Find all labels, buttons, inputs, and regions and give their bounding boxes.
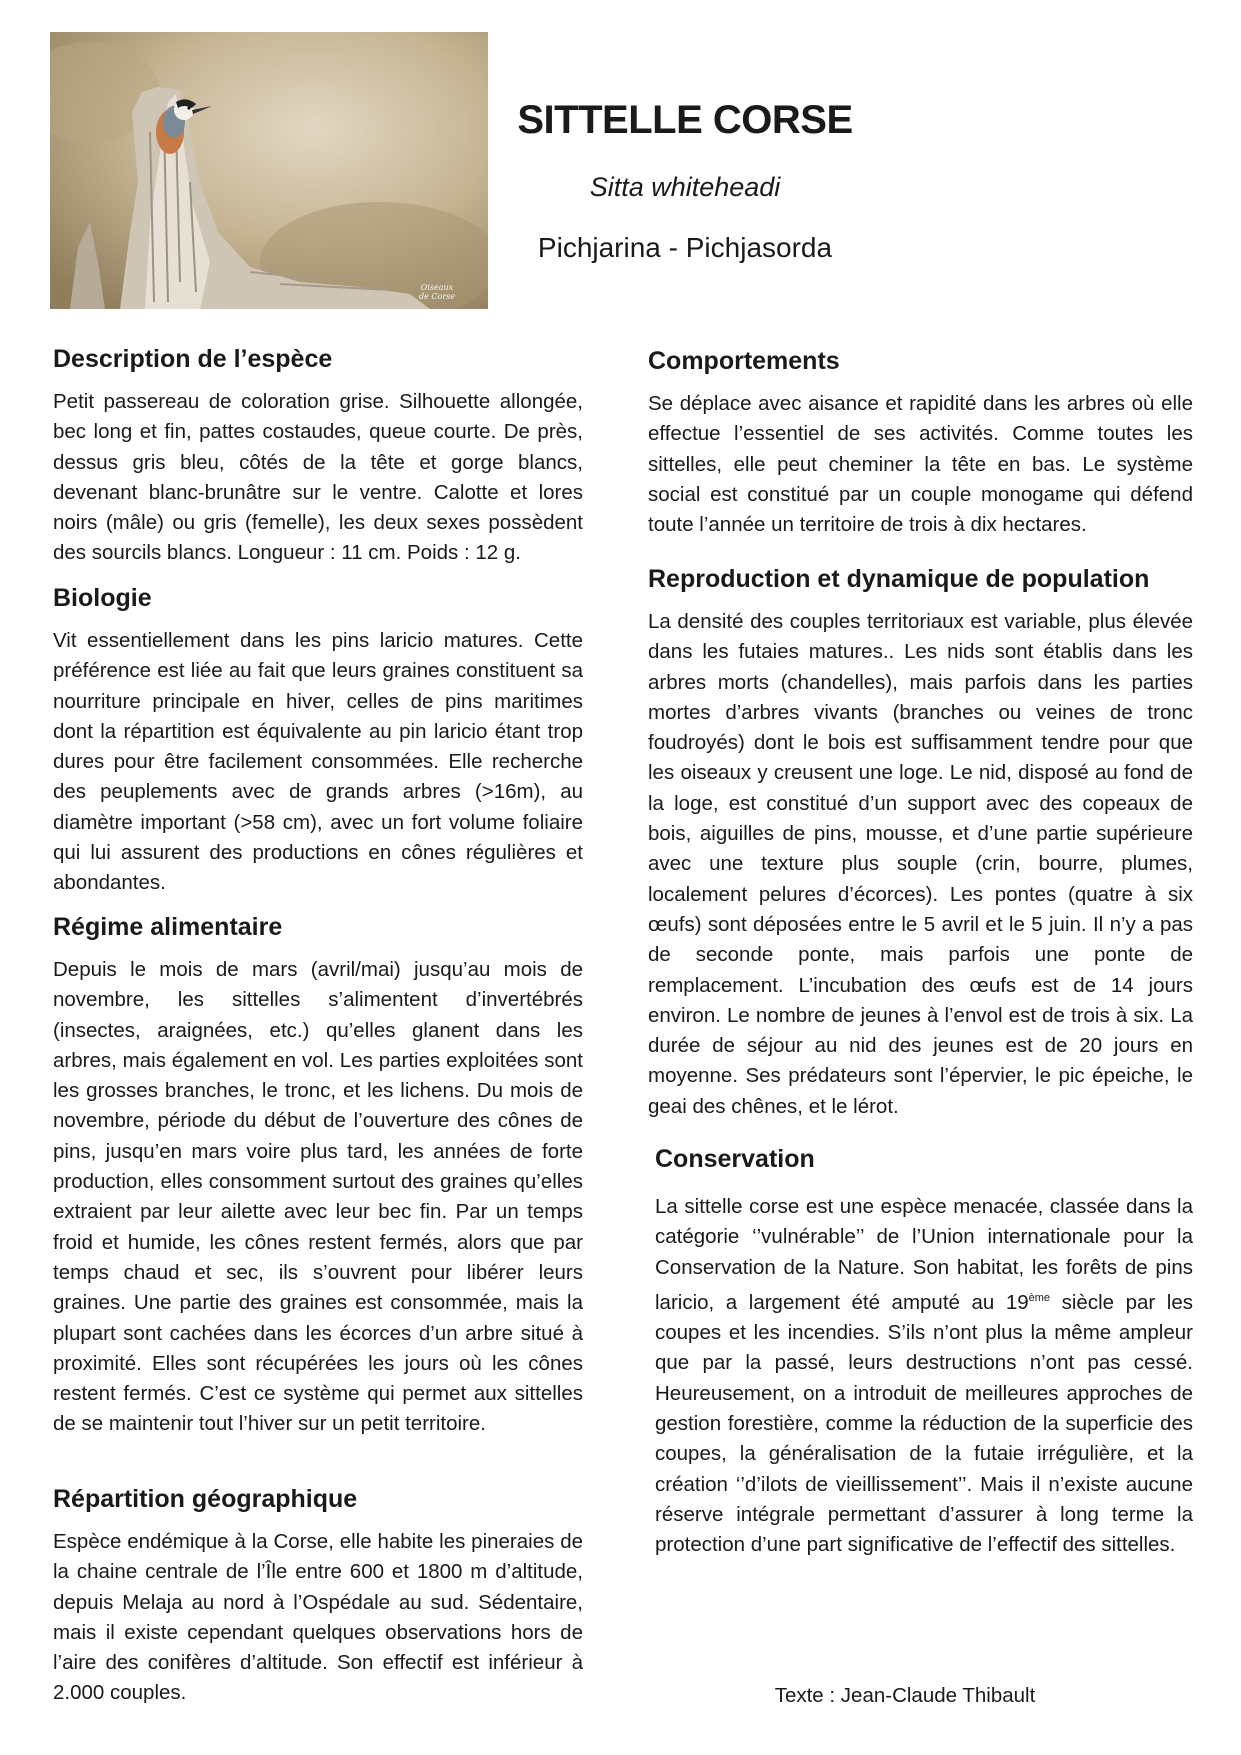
heading-regime: Régime alimentaire bbox=[53, 913, 283, 941]
page-title: SITTELLE CORSE bbox=[517, 98, 853, 142]
author-credit: Texte : Jean-Claude Thibault bbox=[774, 1684, 1036, 1707]
scientific-name: Sitta whiteheadi bbox=[589, 172, 781, 202]
text-reproduction: La densité des couples territoriaux est variable, plus élevée dans les futaies matures.. Les nids sont établis dans les arbres morts (chandelles), mais parfois dans les parties mortes d’arbres vivants (branches ou veines de tronc foudroyés) dont le bois est suffisamment tendre pour que les oiseaux y creusent une loge. Le nid, disposé au fond de la loge, est constitué d’un support avec des copeaux de bois, aiguilles de pins, mousse, et d’une partie supérieure avec une texture plus souple (crin, bourre, plumes, localement pelures d’écorces). Les pontes (quatre à six œufs) sont déposées entre le 5 avril et le 5 juin. Il n’y a pas de seconde ponte, mais parfois une ponte de remplacement. L’incubation des œufs est de 14 jours environ. Le nombre de jeunes à l’envol est de trois à six. La durée de séjour au nid des jeunes est de 20 jours en moyenne. Ses prédateurs sont l’épervier, le pic épeiche, le geai des chênes, et le lérot. bbox=[648, 610, 1193, 1118]
text-conservation bbox=[655, 1192, 1193, 1560]
heading-description: Description de l’espèce bbox=[53, 345, 333, 373]
conservation-superscript: ème bbox=[1028, 1291, 1051, 1304]
nuthatch-photo bbox=[50, 32, 488, 309]
local-names: Pichjarina - Pichjasorda bbox=[537, 232, 833, 263]
photo-watermark: Oiseaux de Corse bbox=[419, 283, 455, 301]
conservation-text-part2: siècle par les coupes et les incendies. S’ils n’ont plus la même ampleur que par la passé, leurs destructions n’ont pas cessé. Heureusement, on a introduit de meilleures approches de gestion forestière, comme la réduction de la superficie des coupes, la généralisation de la futaie irrégulière, et la création ‘’d’ilots de vieillissement’’. Mais il n’existe aucune réserve intégrale permettant d’assurer à long terme la protection d’une part significative de l’effectif des sittelles. bbox=[655, 1290, 1193, 1557]
text-repartition: Espèce endémique à la Corse, elle habite les pineraies de la chaine centrale de l’Île entre 600 et 1800 m d’altitude, depuis Melaja au nord à l’Ospédale au sud. Sédentaire, mais il existe cependant quelques observations hors de l’aire des conifères d’altitude. Son effectif est inférieur à 2.000 couples. bbox=[53, 1530, 583, 1705]
conservation-text-part1: La sittelle corse est une espèce menacée, classée dans la catégorie ‘’vulnérable’’ de l’Union internationale pour la Conservation de la Nature. Son habitat, les forêts de pins laricio, a largement été amputé au 19 bbox=[655, 1195, 1193, 1314]
heading-repartition: Répartition géographique bbox=[53, 1485, 358, 1513]
heading-conservation: Conservation bbox=[655, 1145, 815, 1173]
text-biologie: Vit essentiellement dans les pins laricio matures. Cette préférence est liée au fait que leurs graines constituent sa nourriture principale en hiver, celles de pins maritimes dont la répartition est équivalente au pin laricio étant trop dures pour être facilement consommées. Elle recherche des peuplements avec de grands arbres (>16m), au diamètre important (>58 cm), avec un fort volume foliaire qui lui assurent des productions en cônes régulières et abondantes. bbox=[53, 629, 583, 895]
text-comportements: Se déplace avec aisance et rapidité dans les arbres où elle effectue l’essentiel de ses activités. Comme toutes les sittelles, elle peut cheminer la tête en bas. Le système social est constitué par un couple monogame qui défend toute l’année un territoire de trois à dix hectares. bbox=[648, 392, 1193, 537]
nuthatch-illustration bbox=[50, 32, 488, 309]
text-regime: Depuis le mois de mars (avril/mai) jusqu’au mois de novembre, les sittelles s’alimentent d’invertébrés (insectes, araignées, etc.) qu’elles glanent dans les arbres, mais également en vol. Les parties exploitées sont les grosses branches, le tronc, et les lichens. Du mois de novembre, période du début de l’ouverture des cônes de pins, jusqu’en mars voire plus tard, les années de forte production, elles consomment surtout des graines qu’elles extraient par leur ailette avec leur bec fin. Par un temps froid et humide, les cônes restent fermés, alors que par temps chaud et sec, ils s’ouvrent pour libérer leurs graines. Une partie des graines est consommée, mais la plupart sont cachées dans les écorces d’un arbre situé à proximité. Elles sont récupérées les jours où les cônes restent fermés. C’est ce système qui permet aux sittelles de se maintenir tout l’hiver sur un petit territoire. bbox=[53, 958, 583, 1436]
text-description: Petit passereau de coloration grise. Silhouette allongée, bec long et fin, pattes costaudes, queue courte. De près, dessus gris bleu, côtés de la tête et gorge blancs, devenant blanc-brunâtre sur le ventre. Calotte et lores noirs (mâle) ou gris (femelle), les deux sexes possèdent des sourcils blancs. Longueur : 11 cm. Poids : 12 g. bbox=[53, 390, 583, 565]
heading-reproduction: Reproduction et dynamique de population bbox=[648, 565, 1150, 593]
heading-comportements: Comportements bbox=[648, 347, 840, 375]
heading-biologie: Biologie bbox=[53, 584, 152, 612]
